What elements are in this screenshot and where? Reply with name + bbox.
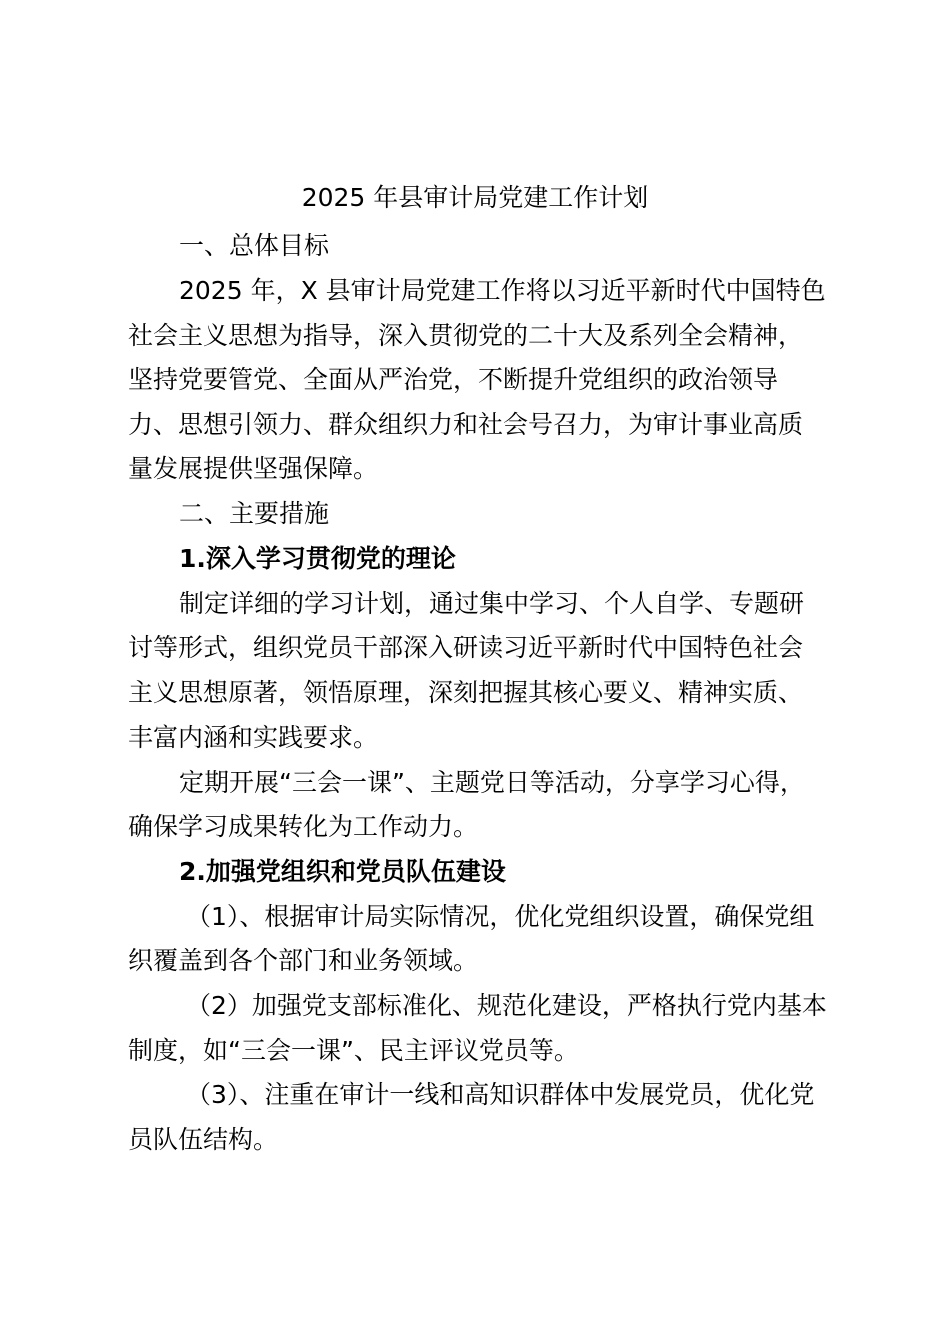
paragraph-line: 2025 年，X 县审计局党建工作将以习近平新时代中国特色 bbox=[179, 276, 826, 305]
paragraph-line: 量发展提供坚强保障。 bbox=[128, 454, 379, 483]
paragraph-line: 制定详细的学习计划，通过集中学习、个人自学、专题研 bbox=[179, 589, 805, 618]
document-title: 2025 年县审计局党建工作计划 bbox=[301, 183, 649, 212]
list-item-line: 员队伍结构。 bbox=[128, 1125, 279, 1154]
paragraph-line: 坚持党要管党、全面从严治党，不断提升党组织的政治领导 bbox=[128, 365, 779, 394]
paragraph-line: 定期开展“三会一课”、主题党日等活动，分享学习心得， bbox=[179, 768, 805, 797]
list-item-line: 制度，如“三会一课”、民主评议党员等。 bbox=[128, 1036, 579, 1065]
paragraph-line: 丰富内涵和实践要求。 bbox=[128, 723, 379, 752]
section-heading-main-measures: 二、主要措施 bbox=[179, 499, 330, 528]
paragraph-line: 社会主义思想为指导，深入贯彻党的二十大及系列全会精神， bbox=[128, 321, 804, 350]
paragraph-line: 主义思想原著，领悟原理，深刻把握其核心要义、精神实质、 bbox=[128, 678, 804, 707]
list-item-line: （1）、根据审计局实际情况，优化党组织设置，确保党组 bbox=[186, 902, 815, 931]
section-heading-overall-goal: 一、总体目标 bbox=[179, 231, 330, 260]
list-item-line: 织覆盖到各个部门和业务领域。 bbox=[128, 946, 479, 975]
subheading-party-organization: 2.加强党组织和党员队伍建设 bbox=[179, 857, 506, 886]
paragraph-line: 讨等形式，组织党员干部深入研读习近平新时代中国特色社会 bbox=[128, 633, 804, 662]
paragraph-line: 力、思想引领力、群众组织力和社会号召力，为审计事业高质 bbox=[128, 410, 804, 439]
list-item-line: （3）、注重在审计一线和高知识群体中发展党员，优化党 bbox=[186, 1080, 815, 1109]
subheading-study-theory: 1.深入学习贯彻党的理论 bbox=[179, 544, 456, 573]
list-item-line: （2）加强党支部标准化、规范化建设，严格执行党内基本 bbox=[186, 991, 827, 1020]
paragraph-line: 确保学习成果转化为工作动力。 bbox=[128, 812, 479, 841]
